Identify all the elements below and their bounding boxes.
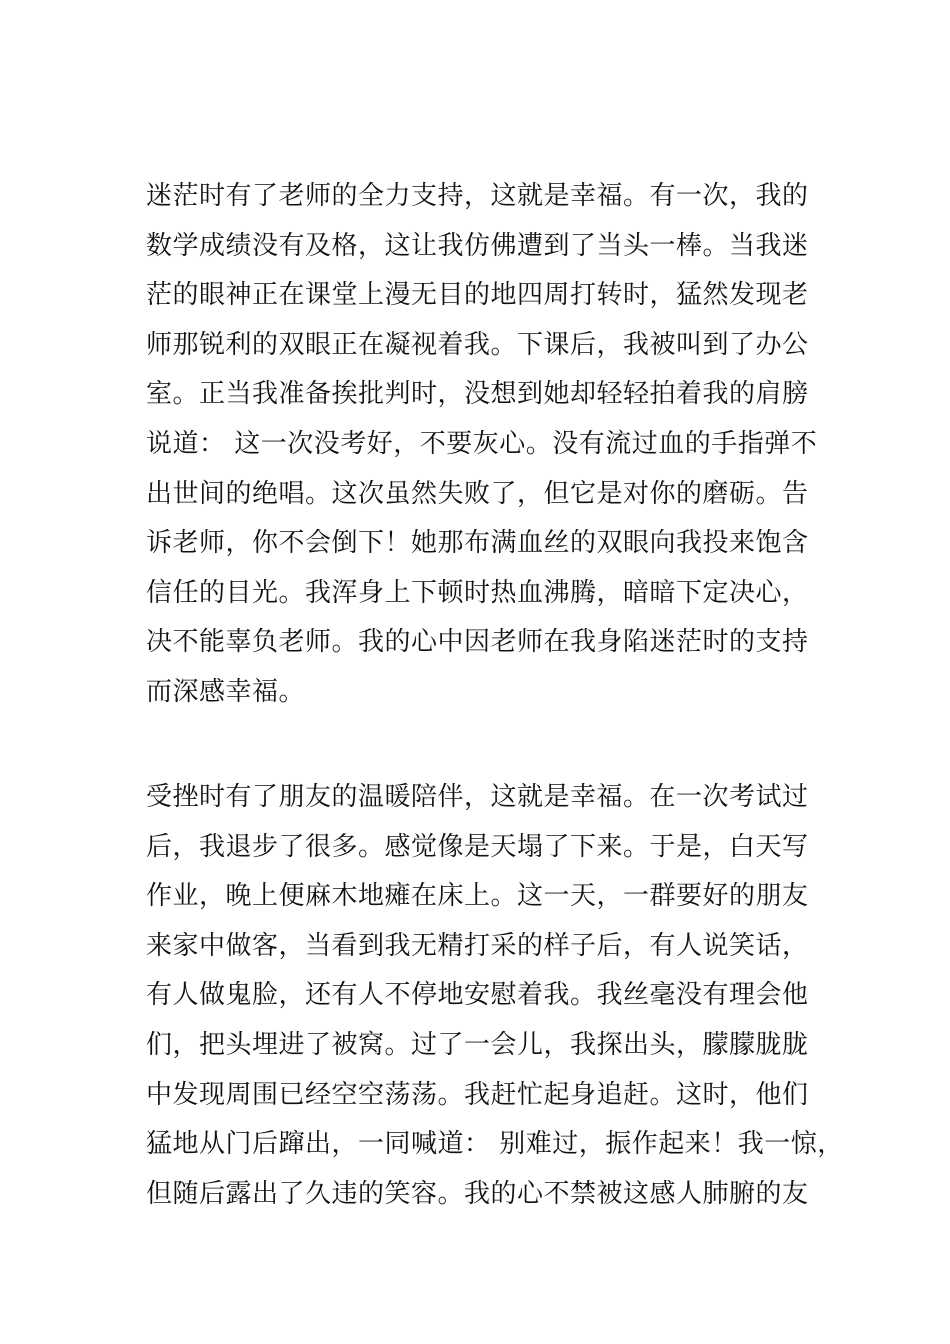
text-line: 迷茫时有了老师的全力支持，这就是幸福。有一次，我的 [146, 181, 809, 211]
paragraph-friends-company [146, 773, 844, 1219]
text-line: 来家中做客，当看到我无精打采的样子后，有人说笑话， [146, 930, 809, 961]
text-line: 诉老师，你不会倒下！她那布满血丝的双眼向我投来饱含 [146, 528, 809, 559]
paragraph-teacher-support [146, 172, 826, 718]
text-line: 但随后露出了久违的笑容。我的心不禁被这感人肺腑的友 [146, 1178, 809, 1209]
text-line: 们，把头埋进了被窝。过了一会儿，我探出头，朦朦胧胧 [146, 1029, 809, 1060]
text-line: 有人做鬼脸，还有人不停地安慰着我。我丝毫没有理会他 [146, 980, 809, 1011]
text-line: 出世间的绝唱。这次虽然失败了，但它是对你的磨砺。告 [146, 478, 809, 509]
text-line: 猛地从门后蹿出，一同喊道： 别难过，振作起来！我一惊， [146, 1129, 844, 1160]
text-line: 而深感幸福。 [146, 676, 306, 707]
text-line: 作业，晚上便麻木地瘫在床上。这一天，一群要好的朋友 [146, 881, 809, 912]
text-line: 室。正当我准备挨批判时，没想到她却轻轻拍着我的肩膀 [146, 379, 809, 410]
text-line: 说道： 这一次没考好，不要灰心。没有流过血的手指弹不 [146, 428, 818, 459]
text-line: 受挫时有了朋友的温暖陪伴，这就是幸福。在一次考试过 [146, 782, 809, 812]
text-line: 数学成绩没有及格，这让我仿佛遭到了当头一棒。当我迷 [146, 230, 809, 261]
text-line: 后，我退步了很多。感觉像是天塌了下来。于是，白天写 [146, 831, 809, 862]
text-line: 师那锐利的双眼正在凝视着我。下课后，我被叫到了办公 [146, 329, 809, 360]
text-line: 信任的目光。我浑身上下顿时热血沸腾，暗暗下定决心， [146, 577, 809, 608]
text-line: 茫的眼神正在课堂上漫无目的地四周打转时，猛然发现老 [146, 280, 809, 311]
text-line: 中发现周围已经空空荡荡。我赶忙起身追赶。这时，他们 [146, 1079, 809, 1110]
text-line: 决不能辜负老师。我的心中因老师在我身陷迷茫时的支持 [146, 627, 809, 658]
